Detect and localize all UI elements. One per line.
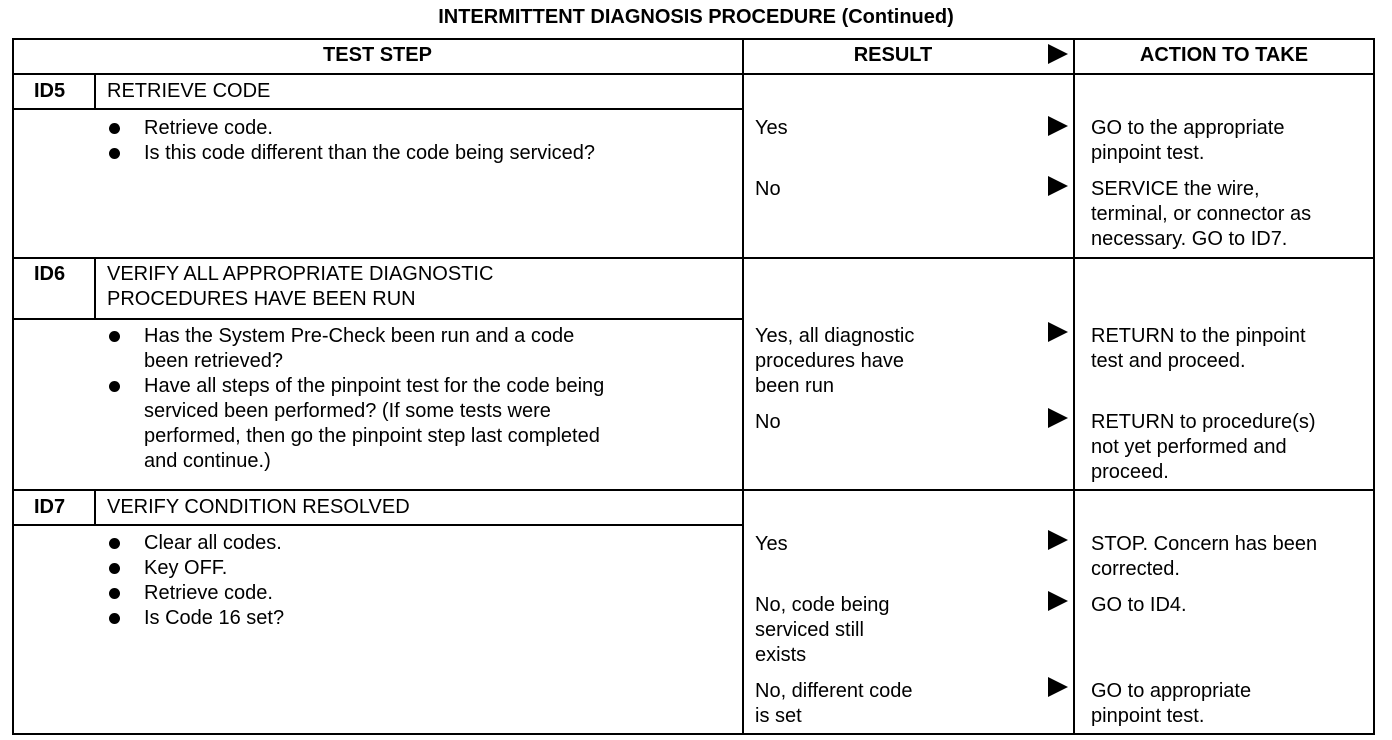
step-bullet-text: been retrieved? [144, 350, 283, 372]
bullet-icon [109, 331, 120, 342]
step-heading: PROCEDURES HAVE BEEN RUN [107, 288, 416, 310]
divider-result-action [1073, 38, 1075, 735]
result-arrow-icon [1048, 530, 1068, 550]
result-text: exists [755, 644, 807, 666]
action-text: corrected. [1091, 558, 1180, 580]
step-bullet-text: Key OFF. [144, 557, 228, 579]
id6-cell-divider [94, 258, 96, 319]
action-text: GO to appropriate [1091, 680, 1252, 702]
step-id: ID6 [34, 263, 66, 285]
bullet-icon [109, 148, 120, 159]
bullet-icon [109, 538, 120, 549]
action-text: GO to the appropriate [1091, 117, 1285, 139]
bullet-icon [109, 123, 120, 134]
header-test-step: TEST STEP [323, 44, 432, 66]
action-text: GO to ID4. [1091, 594, 1187, 616]
id7-cell-divider [94, 490, 96, 525]
step-heading: VERIFY ALL APPROPRIATE DIAGNOSTIC [107, 263, 494, 285]
result-text: been run [755, 375, 834, 397]
step-bullet-text: Is this code different than the code being serviced? [144, 142, 596, 164]
step-bullet-text: serviced been performed? (If some tests were [144, 400, 551, 422]
result-arrow-icon [1048, 116, 1068, 136]
action-text: SERVICE the wire, [1091, 178, 1260, 200]
action-text: not yet performed and [1091, 436, 1287, 458]
bullet-icon [109, 613, 120, 624]
action-text: proceed. [1091, 461, 1169, 483]
step-bullet-text: Retrieve code. [144, 582, 273, 604]
result-text: serviced still [755, 619, 864, 641]
action-text: pinpoint test. [1091, 142, 1205, 164]
header-arrow-icon [1048, 44, 1068, 64]
result-arrow-icon [1048, 176, 1068, 196]
result-text: No, code being [755, 594, 890, 616]
step-heading: RETRIEVE CODE [107, 80, 271, 102]
result-text: Yes, all diagnostic [755, 325, 915, 347]
action-text: terminal, or connector as [1091, 203, 1312, 225]
table-border-left [12, 38, 14, 735]
step-bullet-text: Has the System Pre-Check been run and a code [144, 325, 575, 347]
action-text: necessary. GO to ID7. [1091, 228, 1288, 250]
page-title: INTERMITTENT DIAGNOSIS PROCEDURE (Continued) [438, 6, 954, 28]
result-text: is set [755, 705, 802, 727]
result-arrow-icon [1048, 322, 1068, 342]
table-border-right [1373, 38, 1375, 735]
action-text: test and proceed. [1091, 350, 1246, 372]
id5-cell-divider [94, 74, 96, 109]
result-arrow-icon [1048, 677, 1068, 697]
id7-heading-divider [12, 524, 743, 526]
result-text: Yes [755, 533, 788, 555]
action-text: STOP. Concern has been [1091, 533, 1318, 555]
step-id: ID5 [34, 80, 66, 102]
section-divider-id7 [12, 489, 1375, 491]
step-bullet-text: performed, then go the pinpoint step last completed [144, 425, 600, 447]
result-text: No, different code [755, 680, 913, 702]
step-bullet-text: Clear all codes. [144, 532, 282, 554]
step-id: ID7 [34, 496, 66, 518]
result-arrow-icon [1048, 408, 1068, 428]
action-text: RETURN to the pinpoint [1091, 325, 1306, 347]
header-result: RESULT [853, 44, 933, 66]
result-text: No [755, 178, 781, 200]
step-bullet-text: and continue.) [144, 450, 271, 472]
result-text: Yes [755, 117, 788, 139]
header-divider [12, 73, 1375, 75]
divider-test-result [742, 38, 744, 735]
table-border-bottom [12, 733, 1375, 735]
result-text: No [755, 411, 781, 433]
result-arrow-icon [1048, 591, 1068, 611]
step-bullet-text: Retrieve code. [144, 117, 273, 139]
result-text: procedures have [755, 350, 904, 372]
step-bullet-text: Have all steps of the pinpoint test for the code being [144, 375, 605, 397]
header-action: ACTION TO TAKE [1139, 44, 1309, 66]
diagnosis-table [12, 38, 1375, 735]
id5-heading-divider [12, 108, 743, 110]
action-text: RETURN to procedure(s) [1091, 411, 1316, 433]
action-text: pinpoint test. [1091, 705, 1205, 727]
section-divider-id6 [12, 257, 1375, 259]
step-bullet-text: Is Code 16 set? [144, 607, 285, 629]
id6-heading-divider [12, 318, 743, 320]
step-heading: VERIFY CONDITION RESOLVED [107, 496, 410, 518]
bullet-icon [109, 563, 120, 574]
bullet-icon [109, 381, 120, 392]
bullet-icon [109, 588, 120, 599]
